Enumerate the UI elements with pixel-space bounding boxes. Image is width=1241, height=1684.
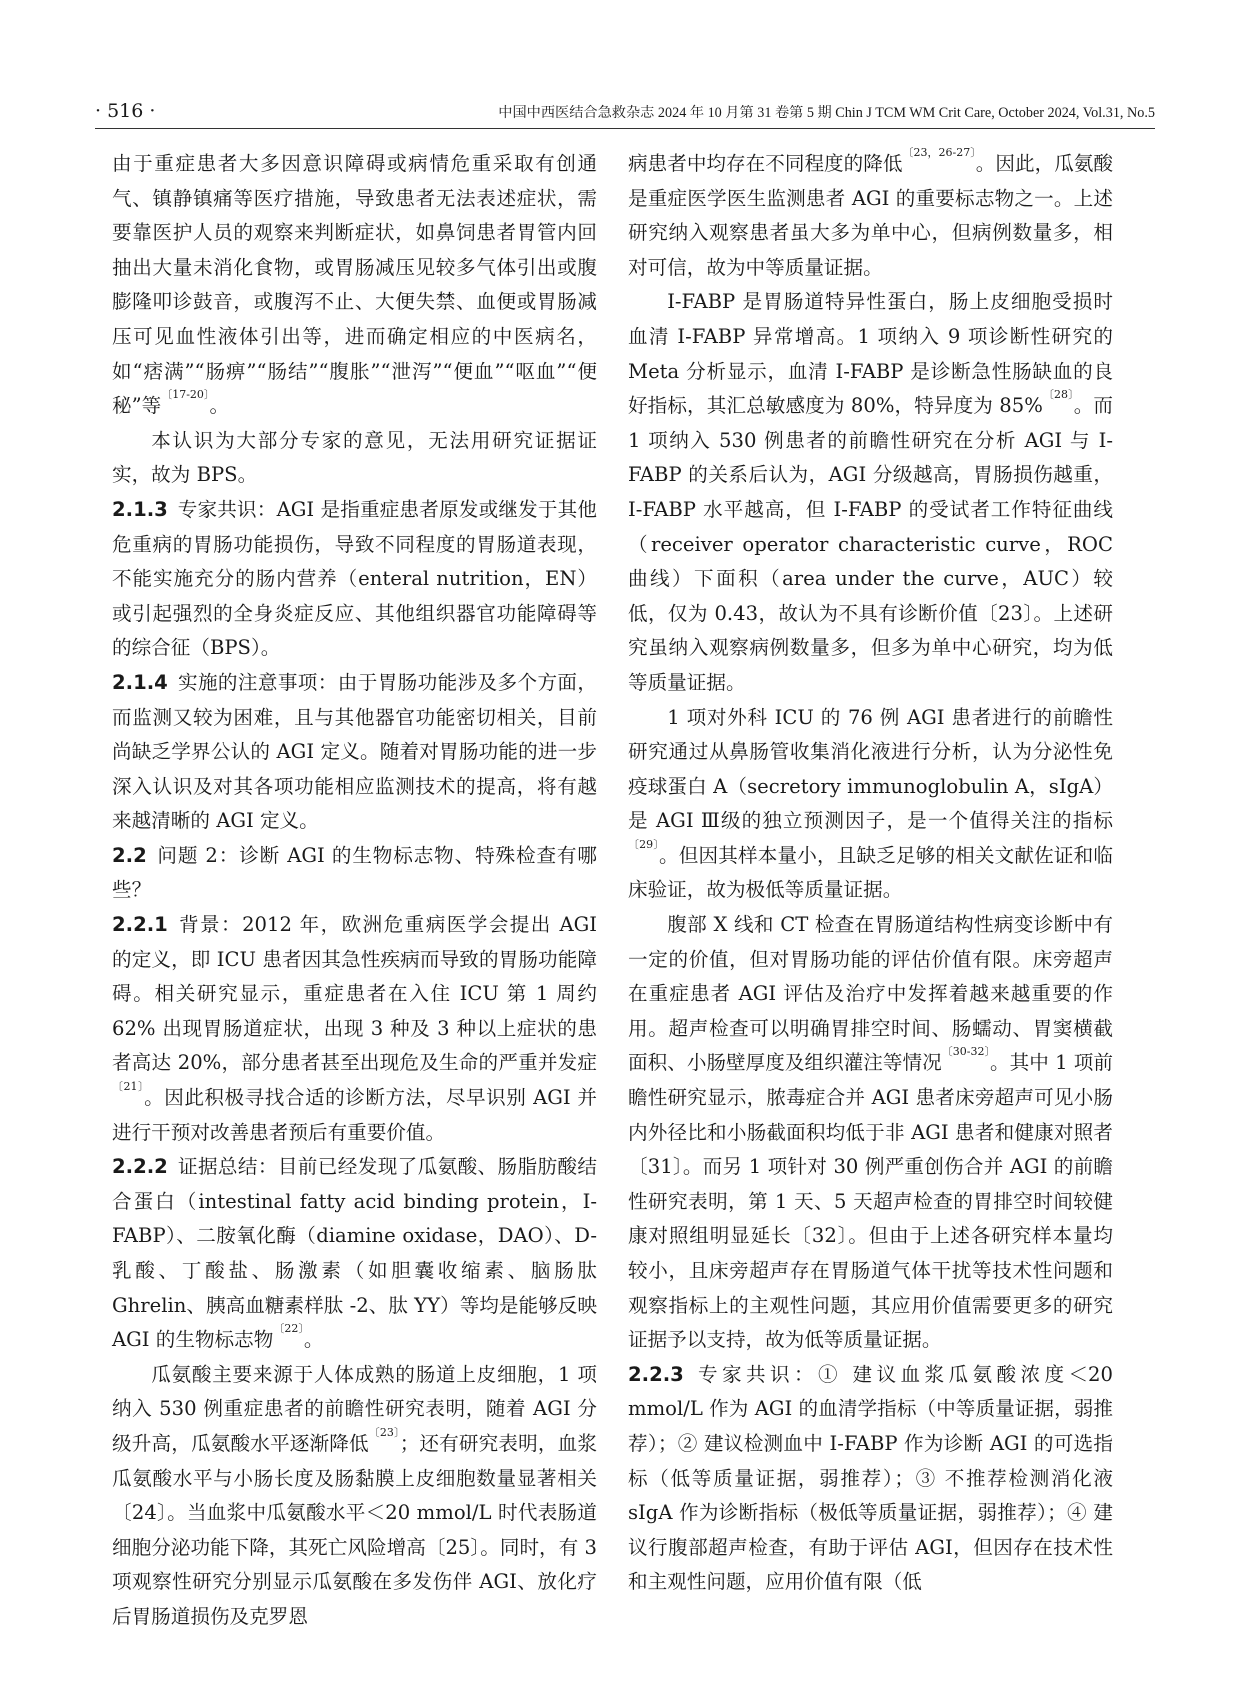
paragraph-text: 专家共识：① 建议血浆瓜氨酸浓度＜20 mmol/L 作为 AGI 的血清学指标（中等质量证据，弱推荐）；② 建议检测血中 I-FABP 作为诊断 AGI 的可选指标（低等质量证据，弱推荐）；③ 不推荐检测消化液 sIgA 作为诊断指标（极低等质量证据，弱推荐）；④ 建议行腹部超声检查，有助于评估 AGI，但因存在技术性和主观性问题，应用价值有限（低 <box>628 1362 1113 1594</box>
paragraph <box>112 493 597 666</box>
citation-ref: 〔23，26-27〕 <box>902 146 976 159</box>
paragraph-text-tail: ；还有研究表明，血浆瓜氨酸水平与小肠长度及肠黏膜上皮细胞数量显著相关〔24〕。当血浆中瓜氨酸水平＜20 mmol/L 时代表肠道细胞分泌功能下降，其死亡风险增高〔25〕。同时，有 3 项观察性研究分别显示瓜氨酸在多发伤伴 AGI、放化疗后胃肠道损伤及克罗恩 <box>112 1431 598 1628</box>
paragraph-text: 证据总结：目前已经发现了瓜氨酸、肠脂肪酸结合蛋白（intestinal fatty acid binding protein，I-FABP）、二胺氧化酶（diamine oxidase，DAO）、D-乳酸、丁酸盐、肠激素（如胆囊收缩素、脑肠肽 Ghrelin、胰高血糖素样肽 -2、肽 YY）等均是能够反映 AGI 的生物标志物 <box>112 1155 597 1352</box>
paragraph <box>112 839 597 908</box>
paragraph-text: 实施的注意事项：由于胃肠功能涉及多个方面，而监测又较为困难，且与其他器官功能密切相关，目前尚缺乏学界公认的 AGI 定义。随着对胃肠功能的进一步深入认识及对其各项功能相应监测技术的提高，将有越来越清晰的 AGI 定义。 <box>112 670 597 833</box>
citation-ref: 〔30-32〕 <box>941 1045 991 1059</box>
paragraph-text-tail: 。因此积极寻找合适的诊断方法，尽早识别 AGI 并进行干预对改善患者预后有重要价值。 <box>112 1086 597 1144</box>
paragraph-text: I-FABP 是胃肠道特异性蛋白，肠上皮细胞受损时血清 I-FABP 异常增高。1 项纳入 9 项诊断性研究的 Meta 分析显示，血清 I-FABP 是诊断急性肠缺血的良好指标，其汇总敏感度为 80%，特异度为 85% <box>628 290 1113 418</box>
paragraph <box>628 908 1113 1358</box>
paragraph-text: 1 项对外科 ICU 的 76 例 AGI 患者进行的前瞻性研究通过从鼻肠管收集消化液进行分析，认为分泌性免疫球蛋白 A（secretory immunoglobulin A，sIgA）是 AGI Ⅲ级的独立预测因子，是一个值得关注的指标 <box>628 705 1113 833</box>
paragraph <box>112 424 597 493</box>
paragraph-text: 腹部 X 线和 CT 检查在胃肠道结构性病变诊断中有一定的价值，但对胃肠功能的评估价值有限。床旁超声在重症患者 AGI 评估及治疗中发挥着越来越重要的作用。超声检查可以明确胃排空时间、肠蠕动、胃窦横截面积、小肠壁厚度及组织灌注等情况 <box>628 913 1113 1075</box>
paragraph <box>112 666 597 839</box>
paragraph <box>628 701 1113 909</box>
section-number: 2.1.4 <box>112 670 168 694</box>
paragraph-text: 瓜氨酸主要来源于人体成熟的肠道上皮细胞，1 项纳入 530 例重症患者的前瞻性研究表明，随着 AGI 分级升高，瓜氨酸水平逐渐降低 <box>112 1362 597 1455</box>
paragraph-text: 问题 2：诊断 AGI 的生物标志物、特殊检查有哪些？ <box>112 843 597 902</box>
paragraph <box>112 147 597 424</box>
paragraph <box>112 1150 597 1358</box>
paragraph-text-tail: 。 <box>303 1328 324 1352</box>
running-header <box>95 96 1155 128</box>
paragraph-text: 背景：2012 年，欧洲危重病医学会提出 AGI 的定义，即 ICU 患者因其急性疾病而导致的胃肠功能障碍。相关研究显示，重症患者在入住 ICU 第 1 周约 62% 出现胃肠道症状，出现 3 种及 3 种以上症状的患者高达 20%，部分患者甚至出现危及生命的严重并发症 <box>112 913 597 1075</box>
section-number: 2.2.3 <box>628 1362 684 1386</box>
paragraph <box>112 1358 597 1635</box>
paragraph <box>628 147 1113 285</box>
paragraph-text-tail: 。 <box>209 394 230 418</box>
paragraph <box>628 285 1113 700</box>
paragraph-text-tail: 。因此，瓜氨酸是重症医学医生监测患者 AGI 的重要标志物之一。上述研究纳入观察患者虽大多为单中心，但病例数量多，相对可信，故为中等质量证据。 <box>628 152 1114 279</box>
citation-ref: 〔29〕 <box>628 837 659 851</box>
paragraph-text: 病患者中均存在不同程度的降低 <box>628 152 903 175</box>
section-number: 2.2.1 <box>112 913 168 937</box>
paragraph-text: 本认识为大部分专家的意见，无法用研究证据证实，故为 BPS。 <box>112 428 597 487</box>
paragraph-text: 专家共识：AGI 是指重症患者原发或继发于其他危重病的胃肠功能损伤，导致不同程度的胃肠道表现，不能实施充分的肠内营养（enteral nutrition，EN）或引起强烈的全身炎症反应、其他组织器官功能障碍等的综合征（BPS）。 <box>112 497 597 660</box>
paragraph-text-tail: 。但因其样本量小，且缺乏足够的相关文献佐证和临床验证，故为极低等质量证据。 <box>628 843 1114 902</box>
page-number: · 516 · <box>95 100 156 122</box>
header-rule <box>95 128 1155 129</box>
citation-ref: 〔22〕 <box>273 1322 304 1336</box>
left-column <box>112 147 597 1635</box>
paragraph <box>112 908 597 1150</box>
citation-ref: 〔23〕 <box>368 1425 400 1439</box>
journal-info: 中国中西医结合急救杂志 2024 年 10 月第 31 卷第 5 期 Chin J TCM WM Crit Care, October 2024, Vol.31, No.5 <box>498 105 1155 121</box>
paragraph-text-tail: 。其中 1 项前瞻性研究显示，脓毒症合并 AGI 患者床旁超声可见小肠内外径比和小肠截面积均低于非 AGI 患者和健康对照者〔31〕。而另 1 项针对 30 例严重创伤合并 AGI 的前瞻性研究表明，第 1 天、5 天超声检查的胃排空时间较健康对照组明显延长〔32〕。但由于上述各研究样本量均较小，且床旁超声存在胃肠道气体干扰等技术性问题和观察指标上的主观性问题，其应用价值需要更多的研究证据予以支持，故为低等质量证据。 <box>628 1051 1113 1352</box>
citation-ref: 〔28〕 <box>1042 388 1074 402</box>
right-column <box>628 147 1113 1600</box>
paragraph-text: 由于重症患者大多因意识障碍或病情危重采取有创通气、镇静镇痛等医疗措施，导致患者无法表述症状，需要靠医护人员的观察来判断症状，如鼻饲患者胃管内回抽出大量未消化食物，或胃肠减压见较多气体引出或腹膨隆叩诊鼓音，或腹泻不止、大便失禁、血便或胃肠减压可见血性液体引出等，进而确定相应的中医病名，如“痞满”“肠痹”“肠结”“腹胀”“泄泻”“便血”“呕血”“便秘”等 <box>112 152 597 418</box>
section-number: 2.2 <box>112 843 147 867</box>
section-number: 2.1.3 <box>112 497 168 521</box>
section-number: 2.2.2 <box>112 1155 168 1179</box>
paragraph <box>628 1358 1113 1600</box>
citation-ref: 〔21〕 <box>112 1080 145 1094</box>
citation-ref: 〔17-20〕 <box>161 388 210 402</box>
paragraph-text-tail: 。而 1 项纳入 530 例患者的前瞻性研究在分析 AGI 与 I-FABP 的关系后认为，AGI 分级越高，胃肠损伤越重，I-FABP 水平越高，但 I-FABP 的受试者工作特征曲线（receiver operator characteristic curve，ROC 曲线）下面积（area under the curve，AUC）较低，仅为 0.43，故认为不具有诊断价值〔23〕。上述研究虽纳入观察病例数量多，但多为单中心研究，均为低等质量证据。 <box>628 394 1113 694</box>
